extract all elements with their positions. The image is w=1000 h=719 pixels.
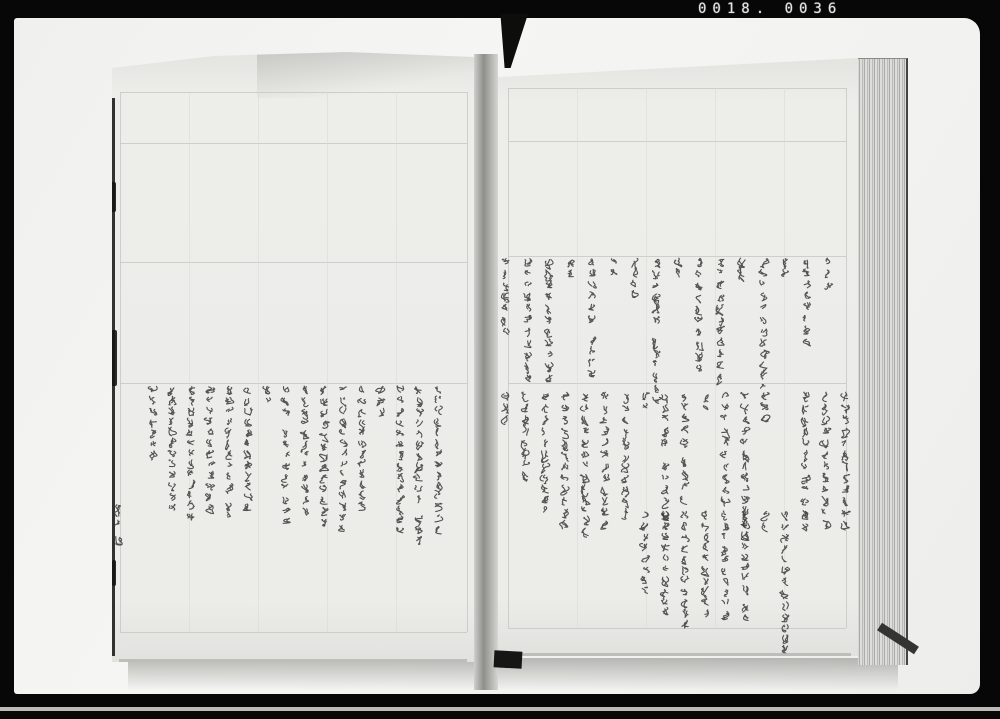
handwritten-column [643, 393, 650, 408]
handwritten-column [761, 512, 769, 532]
left-page-bottom-edge [119, 659, 467, 662]
handwritten-column [720, 392, 730, 506]
spine-gap-top [498, 14, 528, 68]
handwritten-column [560, 392, 569, 528]
folio-label-handwriting [112, 52, 474, 662]
fore-edge-page-stack [858, 58, 908, 665]
handwritten-column [761, 393, 770, 422]
handwritten-column [819, 392, 830, 529]
right-page-lower-handwriting [498, 58, 858, 656]
right-page [498, 58, 858, 656]
handwritten-column [742, 512, 750, 621]
handwritten-column [801, 392, 810, 518]
handwritten-column [580, 394, 590, 537]
handwritten-column [722, 511, 729, 620]
handwritten-column [540, 394, 550, 512]
handwritten-column [621, 394, 629, 519]
handwritten-column [661, 395, 668, 519]
spine-gap-bottom [494, 650, 523, 668]
handwritten-column [701, 511, 709, 617]
right-page-bottom-edge [505, 653, 851, 656]
handwritten-column [521, 392, 529, 481]
handwritten-column [681, 512, 689, 629]
handwritten-column [640, 512, 650, 593]
handwritten-column [660, 513, 669, 615]
handwritten-column [780, 512, 790, 663]
left-page [112, 52, 474, 662]
photo-paper [14, 18, 980, 694]
film-frame-counter: 0018. 0036 [698, 1, 843, 17]
handwritten-column [115, 505, 123, 545]
handwritten-column [740, 393, 750, 541]
handwritten-column [680, 395, 689, 505]
handwritten-column [841, 392, 850, 530]
film-edge-line [0, 707, 1000, 711]
handwritten-column [703, 395, 708, 410]
handwritten-column [600, 392, 610, 529]
handwritten-column [501, 392, 508, 424]
book-gutter [474, 54, 498, 690]
